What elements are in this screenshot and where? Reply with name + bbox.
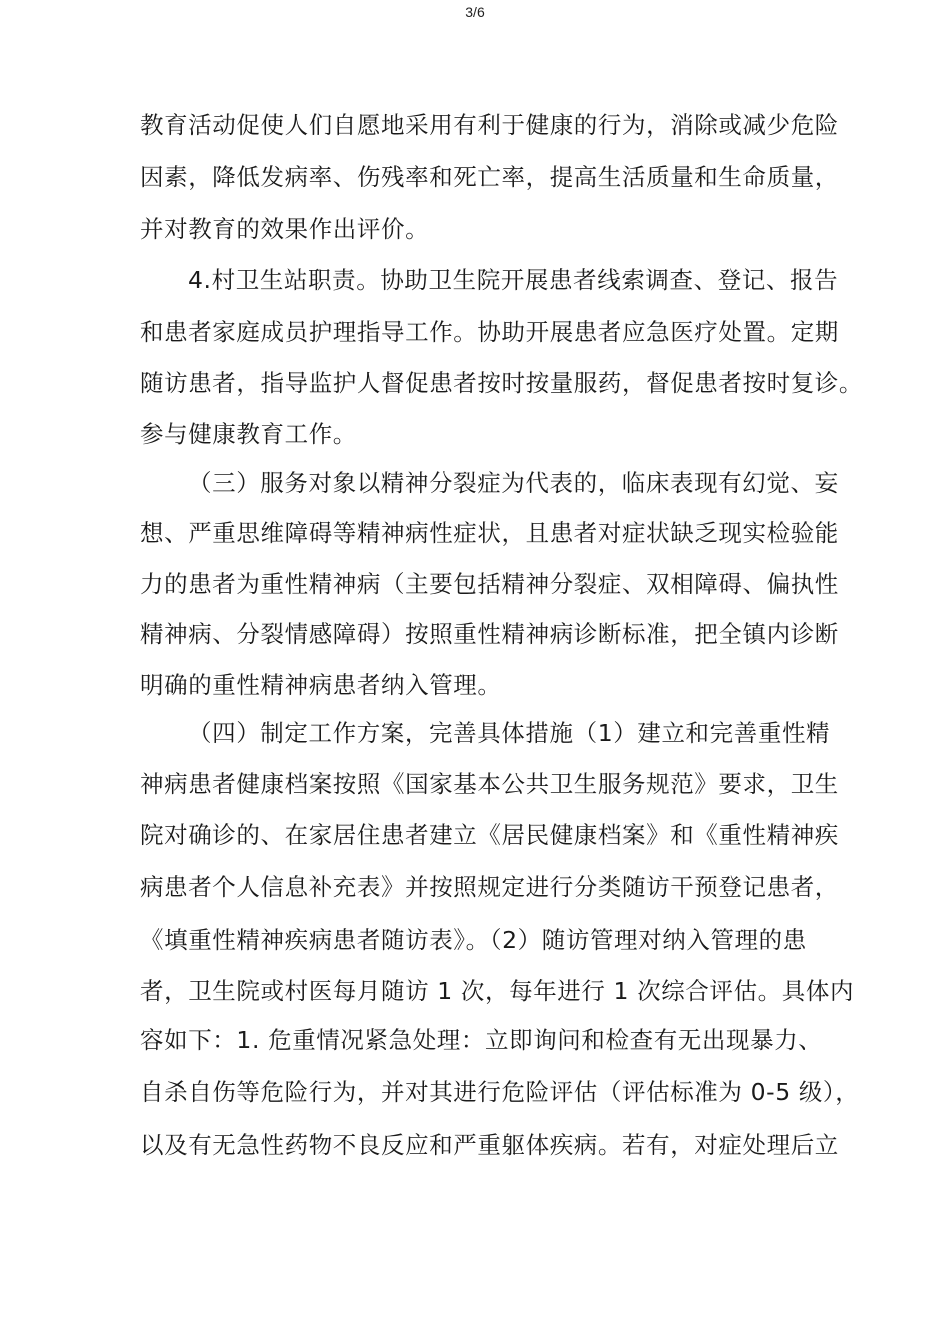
text-line: 参与健康教育工作。 <box>140 420 357 448</box>
text-line: 力的患者为重性精神病（主要包括精神分裂症、双相障碍、偏执性 <box>140 570 839 598</box>
text-line: 4.村卫生站职责。协助卫生院开展患者线索调查、登记、报告 <box>188 266 839 294</box>
text-line: 《填重性精神疾病患者随访表》。（2）随访管理对纳入管理的患 <box>140 926 807 954</box>
text-line: （三）服务对象以精神分裂症为代表的，临床表现有幻觉、妄 <box>188 469 839 497</box>
text-line: 神病患者健康档案按照《国家基本公共卫生服务规范》要求，卫生 <box>140 770 839 798</box>
text-line: 以及有无急性药物不良反应和严重躯体疾病。若有，对症处理后立 <box>140 1131 839 1159</box>
text-line: 明确的重性精神病患者纳入管理。 <box>140 671 502 699</box>
text-line: 病患者个人信息补充表》并按照规定进行分类随访干预登记患者， <box>140 873 839 901</box>
text-line: 和患者家庭成员护理指导工作。协助开展患者应急医疗处置。定期 <box>140 318 839 346</box>
text-line: 随访患者，指导监护人督促患者按时按量服药，督促患者按时复诊。 <box>140 369 863 397</box>
page-number: 3/6 <box>465 4 485 20</box>
text-line: 教育活动促使人们自愿地采用有利于健康的行为，消除或减少危险 <box>140 111 839 139</box>
text-line: 者，卫生院或村医每月随访 1 次，每年进行 1 次综合评估。具体内 <box>140 977 855 1005</box>
text-line: 院对确诊的、在家居住患者建立《居民健康档案》和《重性精神疾 <box>140 821 839 849</box>
text-line: 并对教育的效果作出评价。 <box>140 215 430 243</box>
text-line: 容如下：1. 危重情况紧急处理：立即询问和检查有无出现暴力、 <box>140 1026 823 1054</box>
text-line: 因素，降低发病率、伤残率和死亡率，提高生活质量和生命质量， <box>140 163 839 191</box>
text-line: 想、严重思维障碍等精神病性症状，且患者对症状缺乏现实检验能 <box>140 519 839 547</box>
text-line: 精神病、分裂情感障碍）按照重性精神病诊断标准，把全镇内诊断 <box>140 620 839 648</box>
text-line: （四）制定工作方案，完善具体措施（1）建立和完善重性精 <box>188 719 831 747</box>
text-line: 自杀自伤等危险行为，并对其进行危险评估（评估标准为 0-5 级）， <box>140 1078 860 1106</box>
